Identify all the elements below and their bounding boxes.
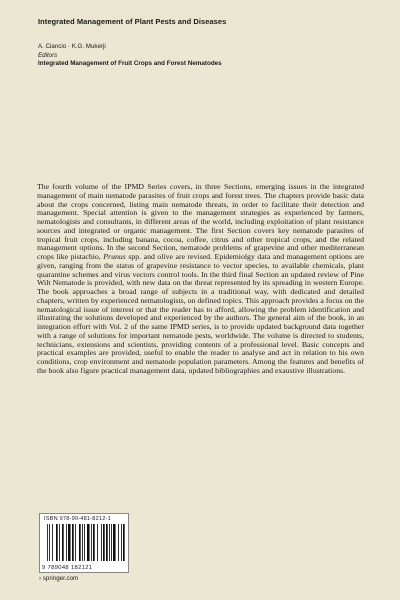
series-title: Integrated Management of Plant Pests and Diseases [38,17,227,26]
blurb-genus: Prunus [103,252,126,261]
isbn-label: ISBN 978-90-481-8212-1 [44,516,111,522]
publisher-url: › springer.com [39,575,79,582]
blurb-part-2: spp. and olive are revised. Epidemiolgy data and management options are given, ranging from the status of grapevine resistance to vector species, to available chemicals, plant quarantine schemes and virus vectors control tools. In the third final Section an updated review of Pine Wilt Nematode is provided, with new data on the threat represented by its spreading in western Europe. The book approaches a broad range of subjects in a traditional way, with dedicated and detailed chapters, written by experienced nematologists, on defined topics. This approach provides a focus on the nematological issue of interest or that the reader has to afford, allowing the problem identification and illustrating the solutions developed and experienced by the authors. The general aim of the book, in an integration effort with Vol. 2 of the same IPMD series, is to provide updated background data together with a range of solutions for important nematode pests, worldwide. The volume is directed to students, technicians, extensions and scientists, providing contents of a professional level. Basic concepts and practical examples are provided, useful to enable the reader to analyse and act in relation to his own conditions, crop environment and nematode population parameters. Among the features and benefits of the book also figure practical management data, updated bibliographies and exaustive illustrations. [37,252,365,375]
back-cover-blurb [37,183,364,376]
book-title: Integrated Management of Fruit Crops and Forest Nematodes [38,60,222,68]
blurb-part-1: The fourth volume of the IPMD Series covers, in three Sections, emerging issues in the integrated management of main nematode parasites of fruit crops and forest trees. The chapters provide basic data about the crops concerned, listing main nematode threats, in order to facilitate their detection and management. Special attention is given to the management strategies as experienced by farmers, nematologists and consultants, in different areas of the world, including exploitation of plant resistance sources and integrated or organic management. The first Section covers key nematode parasites of tropical fruit crops, including banana, cocoa, coffee, citrus and other tropical crops, and the related management options. In the second Section, nematode problems of grapevine and other mediterranean crops like pistachio, [37,182,364,261]
editors-role: Editors [38,51,58,59]
ean-digits: 9 789048 182121 [42,565,93,571]
editors-block [38,43,222,69]
barcode [39,513,129,573]
barcode-bars [47,524,125,561]
editors-names: A. Ciancio · K.G. Mukerji [38,43,106,50]
